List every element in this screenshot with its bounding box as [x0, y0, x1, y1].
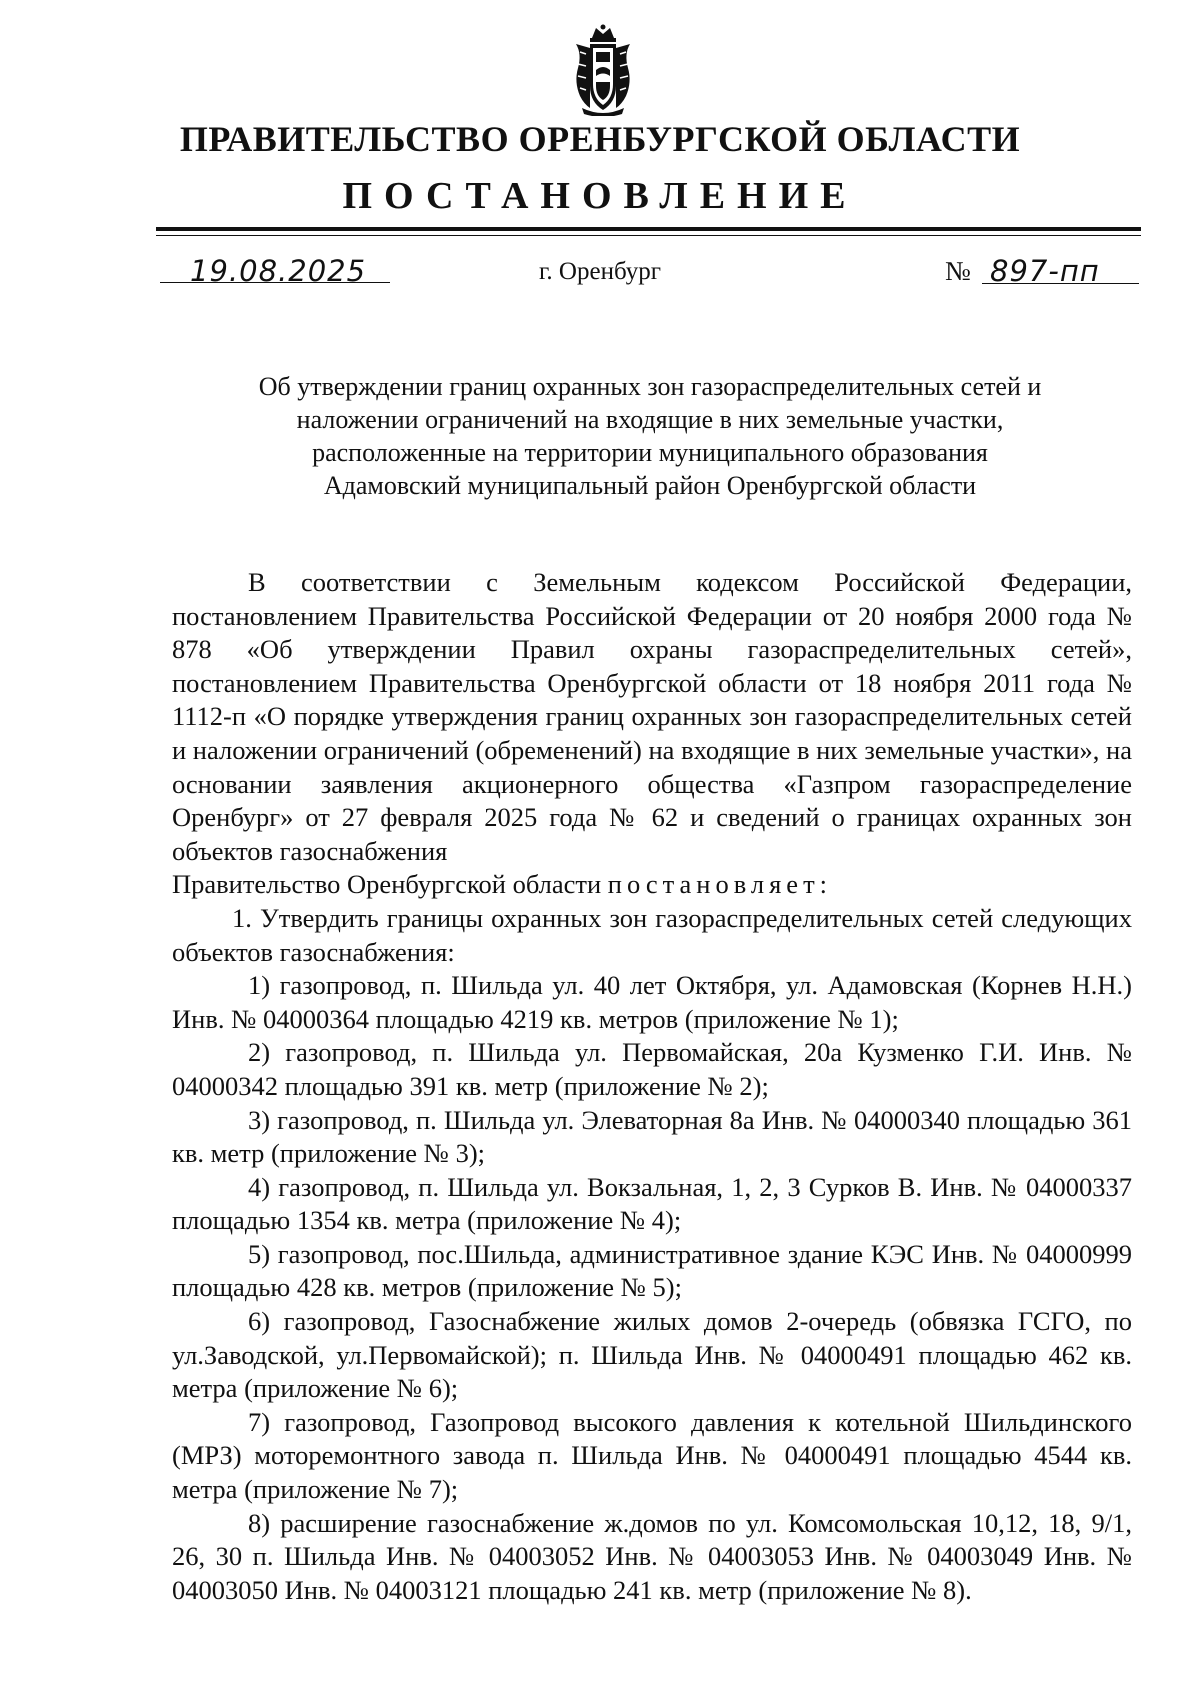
decree-word: постановляет: — [607, 869, 833, 900]
document-number: 897-пп — [990, 254, 1100, 288]
decree-line — [172, 868, 1132, 902]
preamble-paragraph: В соответствии с Земельным кодексом Российской Федерации, постановлением Правительства Российской Федерации от 20 ноября 2000 года № 878 «Об утверждении Правил охраны газораспределительных сетей», постановлением Правительства Оренбургской области от 18 ноября 2011 года № 1112-п «О порядке утверждения границ охранных зон газораспределительных сетей и наложении ограничений (обременений) на входящие в них земельные участки», на основании заявления акционерного общества «Газпром газораспределение Оренбург» от 27 февраля 2025 года № 62 и сведений о границах охранных зон объектов газоснабжения — [172, 567, 1132, 866]
subitem-1: 1) газопровод, п. Шильда ул. 40 лет Октября, ул. Адамовская (Корнев Н.Н.) Инв. № 04000364 площадью 4219 кв. метров (приложение № 1); — [172, 970, 1132, 1034]
subitem-2: 2) газопровод, п. Шильда ул. Первомайская, 20а Кузменко Г.И. Инв. № 04000342 площадью 391 кв. метр (приложение № 2); — [172, 1037, 1132, 1101]
subitem-4: 4) газопровод, п. Шильда ул. Вокзальная, 1, 2, 3 Сурков В. Инв. № 04000337 площадью 1354 кв. метра (приложение № 4); — [172, 1171, 1132, 1236]
title-line: Адамовский муниципальный район Оренбургской области — [323, 471, 977, 500]
coat-of-arms-icon — [572, 24, 634, 116]
document-title — [170, 370, 1130, 502]
subitem-6: 6) газопровод, Газоснабжение жилых домов 2-очередь (обвязка ГСГО, по ул.Заводской, ул.Первомайской); п. Шильда Инв. № 04000491 площадью 462 кв. метра (приложение № 6); — [172, 1306, 1132, 1404]
number-label: № — [945, 256, 971, 286]
item-1: 1. Утвердить границы охранных зон газораспределительных сетей следующих объектов газоснабжения: — [172, 902, 1132, 967]
header-divider-thick — [156, 227, 1141, 231]
document-body — [172, 566, 1132, 1607]
subitem-5: 5) газопровод, пос.Шильда, административное здание КЭС Инв. № 04000999 площадью 428 кв. метров (приложение № 5); — [172, 1238, 1132, 1303]
organization-name: ПРАВИТЕЛЬСТВО ОРЕНБУРГСКОЙ ОБЛАСТИ — [179, 119, 1021, 159]
title-line: расположенные на территории муниципального образования — [312, 438, 988, 467]
subitem-3: 3) газопровод, п. Шильда ул. Элеваторная 8а Инв. № 04000340 площадью 361 кв. метр (приложение № 3); — [172, 1104, 1132, 1169]
subitem-7: 7) газопровод, Газопровод высокого давления к котельной Шильдинского (МРЗ) моторемонтного завода п. Шильда Инв. № 04000491 площадью 4544 кв. метра (приложение № 7); — [172, 1406, 1132, 1505]
document-type: ПОСТАНОВЛЕНИЕ — [342, 175, 858, 217]
header-divider-thin — [156, 235, 1141, 236]
subitem-8: 8) расширение газоснабжение ж.домов по ул. Комсомольская 10,12, 18, 9/1, 26, 30 п. Шильда Инв. № 04003052 Инв. № 04003053 Инв. № 04003049 Инв. № 04003050 Инв. № 04003121 площадью 241 кв. метр (приложение № 8). — [172, 1507, 1132, 1605]
preamble-end: Правительство Оренбургской области — [172, 869, 602, 900]
title-line: Об утверждении границ охранных зон газораспределительных сетей и — [258, 372, 1042, 401]
document-date: 19.08.2025 — [190, 254, 367, 288]
title-line: наложении ограничений на входящие в них земельные участки, — [296, 405, 1004, 434]
document-city: г. Оренбург — [539, 258, 661, 285]
